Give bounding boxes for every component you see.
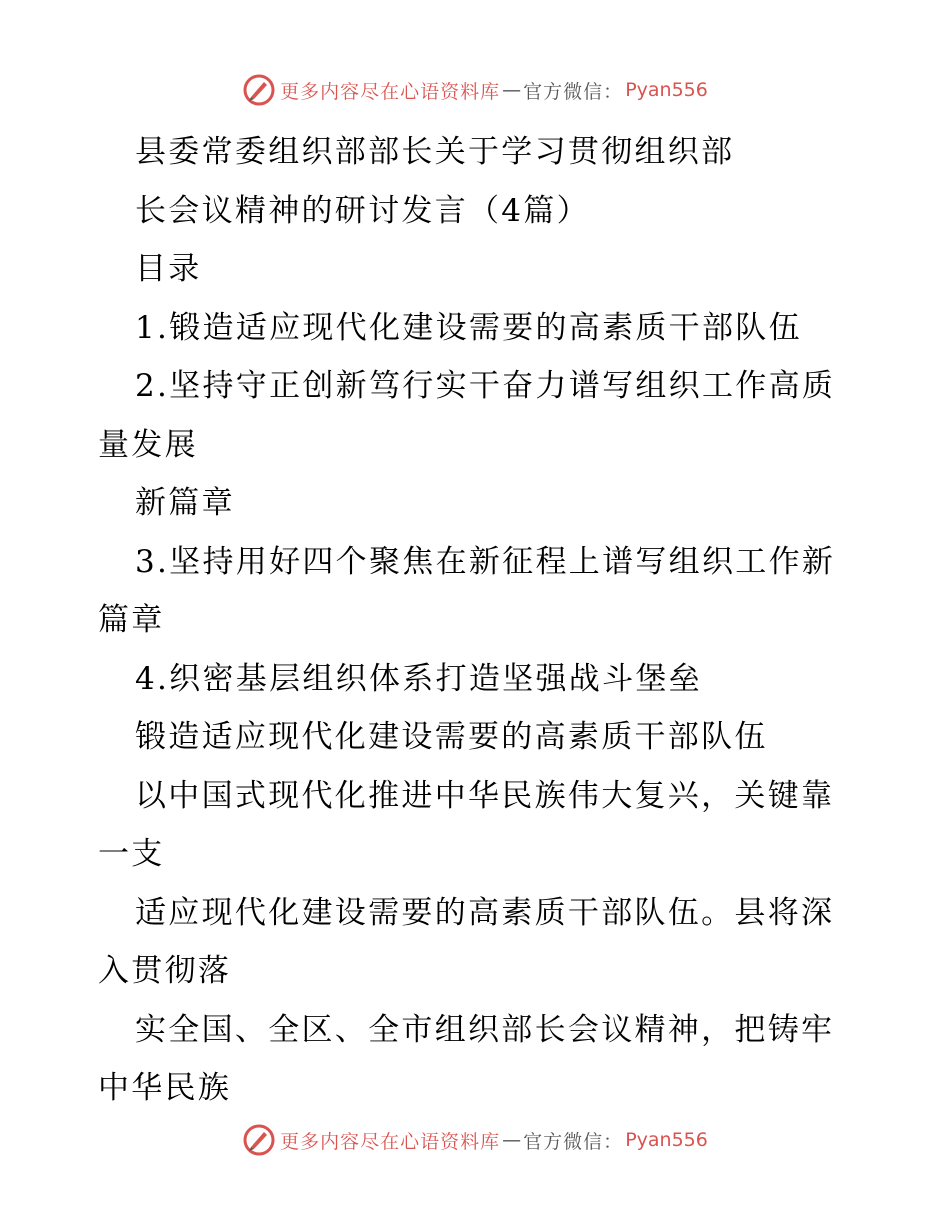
- document-line: 县委常委组织部部长关于学习贯彻组织部: [135, 134, 735, 170]
- banner-wechat-label: 官方微信：: [523, 80, 624, 103]
- document-line: 目录: [135, 251, 202, 287]
- document-line: 篇章: [98, 602, 165, 638]
- document-line: 长会议精神的研讨发言（4篇）: [135, 192, 590, 229]
- document-line: 适应现代化建设需要的高素质干部队伍。县将深: [135, 894, 835, 931]
- banner-main-text: 更多内容尽在心语资料库: [280, 1130, 501, 1153]
- header-watermark-banner: [0, 70, 950, 110]
- document-line: 1.锻造适应现代化建设需要的高素质干部队伍: [135, 309, 802, 346]
- quill-seal-icon: [242, 73, 276, 107]
- quill-seal-icon: [242, 1123, 276, 1157]
- document-line: 实全国、全区、全市组织部长会议精神，把铸牢: [135, 1011, 835, 1048]
- document-line: 以中国式现代化推进中华民族伟大复兴，关键靠: [135, 777, 835, 814]
- document-body: [98, 123, 858, 1118]
- document-line: 4.织密基层组织体系打造坚强战斗堡垒: [135, 660, 702, 697]
- document-line: 中华民族: [98, 1070, 232, 1106]
- banner-separator: —: [502, 1129, 522, 1151]
- banner-main-text: 更多内容尽在心语资料库: [280, 80, 501, 103]
- document-line: 入贯彻落: [98, 953, 232, 989]
- document-line: 2.坚持守正创新笃行实干奋力谱写组织工作高质: [135, 368, 836, 404]
- document-line: 新篇章: [135, 485, 235, 521]
- document-line: 3.坚持用好四个聚焦在新征程上谱写组织工作新: [135, 543, 836, 580]
- document-line: 锻造适应现代化建设需要的高素质干部队伍: [135, 719, 768, 755]
- banner-wechat-id: Pyan556: [625, 79, 708, 101]
- document-line: 一支: [98, 836, 165, 872]
- footer-watermark-banner: [0, 1120, 950, 1160]
- banner-wechat-id: Pyan556: [625, 1129, 708, 1151]
- banner-separator: —: [502, 79, 522, 101]
- banner-wechat-label: 官方微信：: [523, 1130, 624, 1153]
- document-line: 量发展: [98, 426, 198, 463]
